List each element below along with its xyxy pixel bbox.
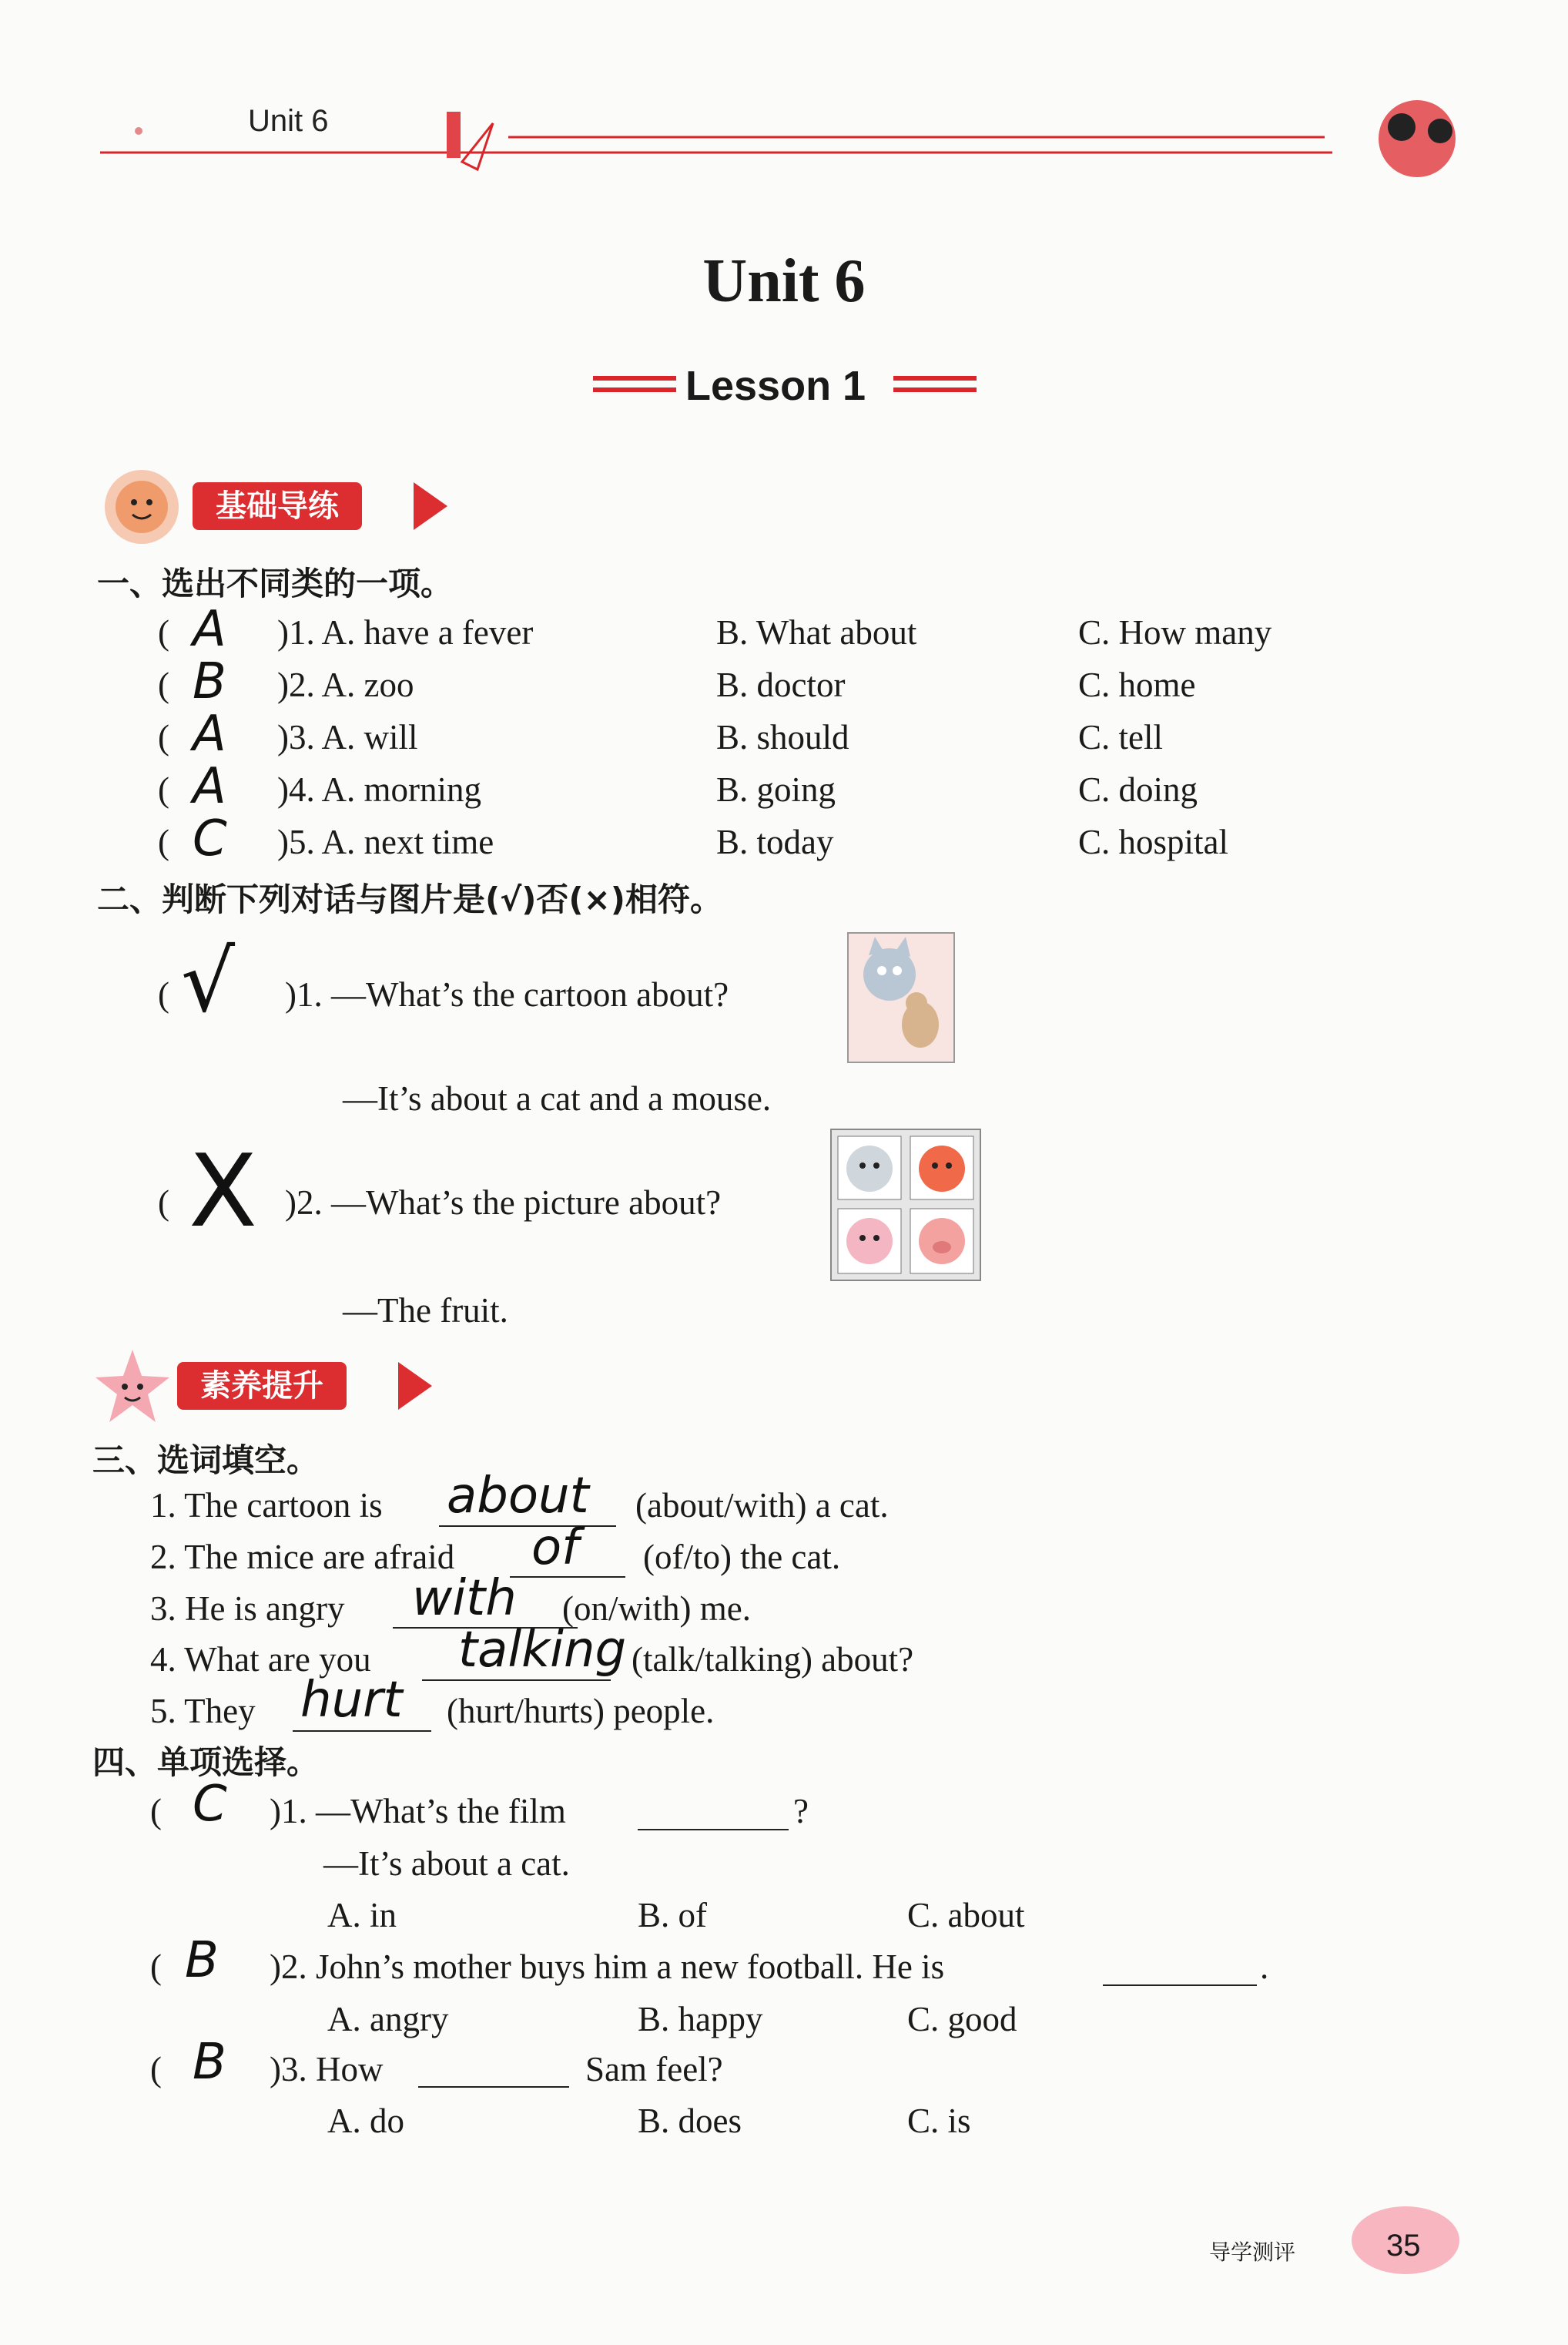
item-question: )1. —What’s the film [270, 1792, 566, 1830]
paren-open: ( [150, 1947, 162, 1986]
handwritten-answer: C [193, 810, 227, 867]
option-b: B. does [638, 2102, 742, 2140]
item-question-line2: —It’s about a cat. [323, 1844, 570, 1883]
paren-open: ( [158, 975, 169, 1014]
answer-blank [293, 1730, 431, 1732]
option-b: B. happy [638, 2000, 763, 2038]
item-text: 2. The mice are afraid [150, 1538, 455, 1576]
item-question-end: Sam feel? [585, 2050, 723, 2088]
handwritten-answer: X [189, 1132, 258, 1250]
basic-practice-badge [102, 476, 441, 538]
section3-title: 三、选词填空。 [92, 1441, 320, 1479]
option-c: C. How many [1078, 613, 1272, 652]
handwritten-answer: C [193, 1776, 227, 1833]
item-options: (talk/talking) about? [632, 1640, 914, 1679]
paren-open: ( [158, 770, 169, 809]
handwritten-answer: of [531, 1519, 579, 1576]
paren-open: ( [158, 666, 169, 704]
section4-title: 四、单项选择。 [92, 1743, 320, 1781]
advanced-label: 素养提升 [177, 1362, 347, 1410]
item-options: (hurt/hurts) people. [447, 1692, 715, 1730]
lesson-decoration-right [893, 376, 977, 407]
item-question: )2. A. zoo [277, 666, 414, 704]
handwritten-answer: A [193, 706, 226, 763]
paren-open: ( [150, 2050, 162, 2088]
handwritten-answer: about [447, 1468, 589, 1525]
answer-blank [418, 2086, 569, 2088]
option-a: A. angry [327, 2000, 449, 2038]
lesson-decoration-left [593, 376, 676, 407]
option-c: C. is [907, 2102, 971, 2140]
option-b: B. What about [716, 613, 917, 652]
item-question: )3. A. will [277, 718, 418, 757]
answer-blank [638, 1829, 789, 1830]
item-question: )3. How [270, 2050, 384, 2088]
handwritten-answer: talking [458, 1622, 627, 1679]
sun-icon [102, 467, 182, 547]
item-text: 3. He is angry [150, 1589, 345, 1628]
option-b: B. should [716, 718, 849, 757]
section1-title: 一、选出不同类的一项。 [97, 565, 454, 602]
handwritten-answer: A [193, 601, 226, 658]
item-question: )1. —What’s the cartoon about? [285, 975, 729, 1014]
option-c: C. doing [1078, 770, 1198, 809]
badge-tip [414, 482, 447, 530]
star-icon [92, 1347, 173, 1427]
paren-open: ( [150, 1792, 162, 1830]
answer-blank [439, 1525, 616, 1527]
option-b: B. doctor [716, 666, 846, 704]
item-question-end: . [1260, 1947, 1269, 1986]
handwritten-answer: with [412, 1570, 517, 1627]
page-number: 35 [1386, 2229, 1421, 2263]
answer-blank [510, 1576, 625, 1578]
option-c: C. hospital [1078, 823, 1229, 861]
option-a: A. in [327, 1896, 397, 1934]
advanced-badge [92, 1356, 431, 1417]
item-text: 1. The cartoon is [150, 1486, 383, 1525]
answer-blank [422, 1679, 611, 1681]
lesson-title: Lesson 1 [685, 363, 866, 409]
item-options: (about/with) a cat. [635, 1486, 889, 1525]
item-options: (of/to) the cat. [643, 1538, 841, 1576]
footer-series-label: 导学测评 [1209, 2239, 1296, 2265]
item-question: )5. A. next time [277, 823, 494, 861]
paren-open: ( [158, 823, 169, 861]
item-answer: —It’s about a cat and a mouse. [343, 1079, 772, 1118]
basic-practice-label: 基础导练 [193, 482, 362, 530]
option-b: B. of [638, 1896, 707, 1934]
handwritten-answer: B [185, 1932, 219, 1989]
item-question-end: ? [793, 1792, 809, 1830]
item-question: )2. John’s mother buys him a new football. He is [270, 1947, 945, 1986]
option-b: B. going [716, 770, 836, 809]
item-text: 5. They [150, 1692, 256, 1730]
handwritten-answer: B [193, 653, 226, 710]
handwritten-answer: hurt [300, 1672, 403, 1729]
item-question: )2. —What’s the picture about? [285, 1183, 722, 1222]
option-c: C. tell [1078, 718, 1163, 757]
option-c: C. home [1078, 666, 1196, 704]
section2-title: 二、判断下列对话与图片是(√)否(×)相符。 [97, 881, 722, 918]
handwritten-answer: B [193, 2034, 226, 2091]
option-c: C. about [907, 1896, 1025, 1934]
badge-tip [398, 1362, 432, 1410]
handwritten-answer: √ [181, 932, 236, 1031]
option-c: C. good [907, 2000, 1017, 2038]
item-question: )4. A. morning [277, 770, 481, 809]
item-answer: —The fruit. [343, 1291, 508, 1330]
paren-open: ( [158, 613, 169, 652]
item-question: )1. A. have a fever [277, 613, 534, 652]
lesson-heading [593, 362, 978, 416]
cartoon-cat-mouse-image [847, 932, 955, 1063]
option-b: B. today [716, 823, 834, 861]
header-unit-label: Unit 6 [248, 104, 329, 138]
animal-faces-image [830, 1129, 981, 1281]
item-text: 4. What are you [150, 1640, 371, 1679]
handwritten-answer: A [193, 758, 226, 815]
option-a: A. do [327, 2102, 404, 2140]
page-title: Unit 6 [702, 247, 866, 315]
answer-blank [1103, 1984, 1257, 1986]
paren-open: ( [158, 718, 169, 757]
item-options: (on/with) me. [562, 1589, 751, 1628]
paren-open: ( [158, 1183, 169, 1222]
